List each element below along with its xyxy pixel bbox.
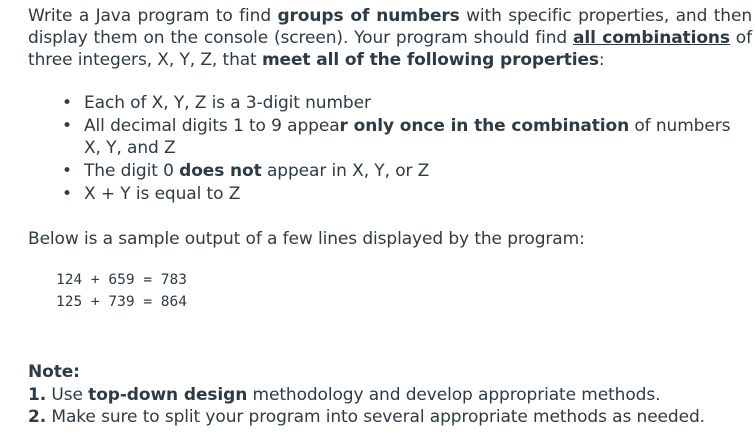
intro-bold-properties: meet all of the following properties [261, 50, 599, 70]
note-item-1 [28, 384, 752, 406]
note-title [28, 361, 752, 383]
list-item-sum [60, 183, 750, 205]
sample-output-line: 125 + 739 = 864 [56, 294, 187, 310]
intro-bold-underlined-combinations [573, 28, 730, 48]
list-item-digits-once [60, 115, 750, 159]
note-bold: top-down design [88, 385, 248, 405]
list-item-text: of numbers X, Y, and Z [84, 116, 731, 158]
properties-list [60, 92, 750, 206]
note-text: methodology and develop appropriate methods. [247, 385, 661, 405]
sample-intro-paragraph: Below is a sample output of a few lines displayed by the program: [28, 229, 585, 249]
intro-text: : [598, 50, 605, 70]
list-item-text: The digit 0 [84, 161, 180, 181]
note-text: Make sure to split your program into several appropriate methods as needed. [46, 407, 705, 427]
intro-text: Write a Java program to find [28, 6, 278, 26]
list-item-text: appear in X, Y, or Z [261, 161, 430, 181]
note-text: Use [46, 385, 89, 405]
intro-text: with specific properties, and then display them on the console (screen). Your program should find [28, 6, 752, 48]
list-item-text: All decimal digits 1 to 9 appea [84, 116, 340, 136]
note-number: 2. [28, 407, 47, 427]
list-item-text: Each of X, Y, Z is a 3-digit number [84, 93, 371, 113]
list-item-bold: r only once in the combination [339, 116, 630, 136]
list-item-3-digit [60, 92, 750, 114]
list-item-text: X + Y is equal to Z [84, 184, 241, 204]
list-item-no-zero [60, 160, 750, 182]
sample-output-line: 124 + 659 = 783 [56, 272, 187, 288]
list-item-bold: does not [179, 161, 262, 181]
intro-underline-combinations: all combinations [573, 28, 730, 48]
intro-paragraph [28, 5, 752, 71]
note-item-2 [28, 406, 752, 428]
note-number: 1. [28, 385, 47, 405]
note-title-text: Note: [28, 362, 80, 382]
intro-text: of three integers, X, Y, Z, that [28, 28, 752, 70]
intro-bold-groups: groups of numbers [277, 6, 460, 26]
